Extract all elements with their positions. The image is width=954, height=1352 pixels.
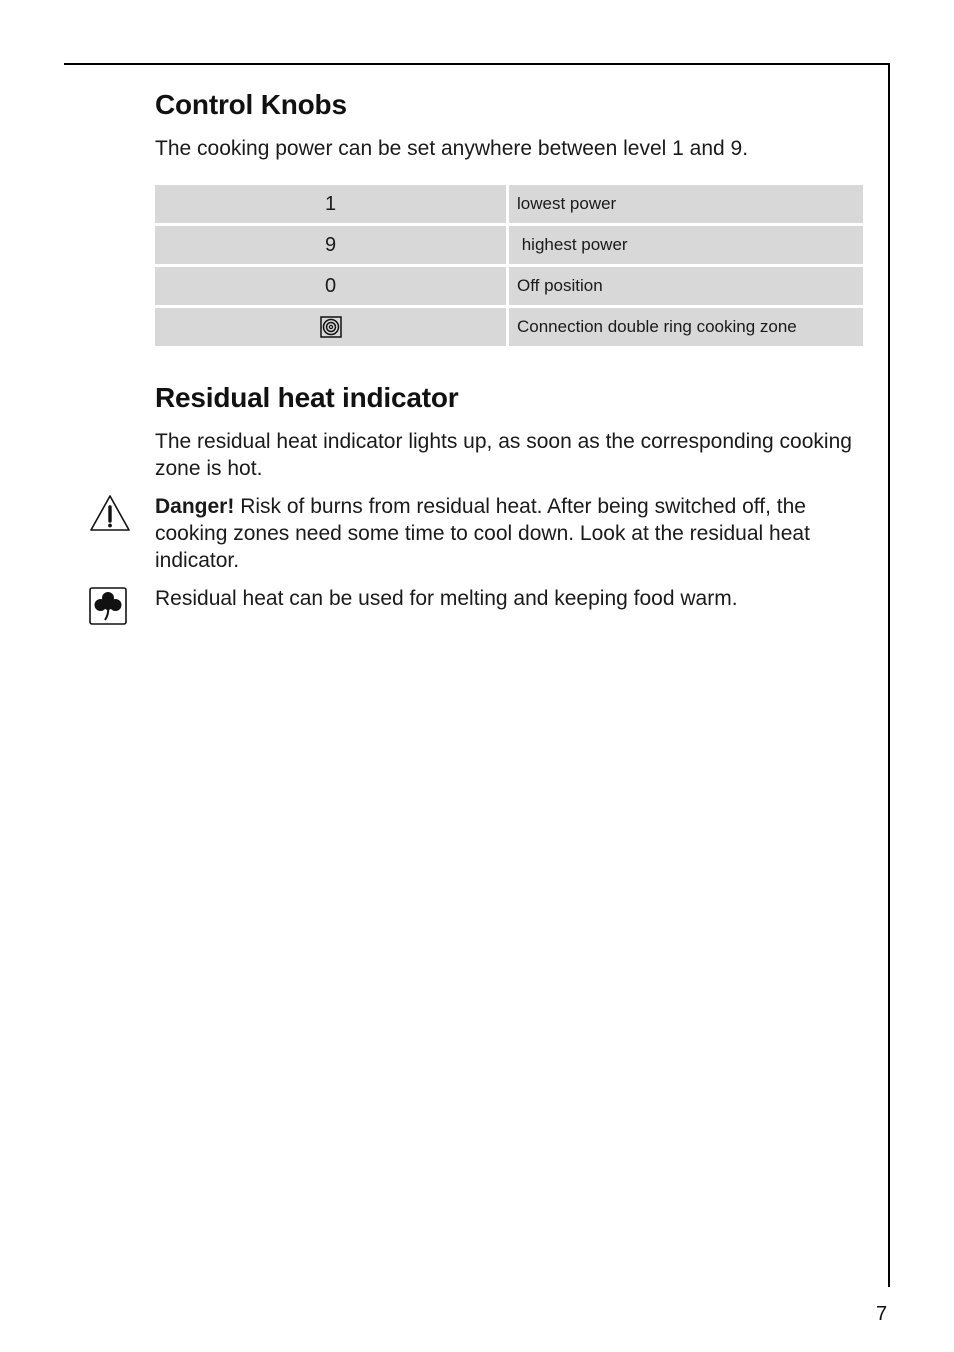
top-rule [64,63,890,65]
section-heading-residual-heat: Residual heat indicator [155,382,459,413]
residual-heat-intro: The residual heat indicator lights up, as soon as the corresponding cooking zone is hot. [155,430,852,480]
description-cell: lowest power [509,185,863,226]
warning-triangle-icon [89,494,131,532]
level-cell: 0 [155,267,509,308]
danger-text: Risk of burns from residual heat. After being switched off, the cooking zones need some time to cool down. Look at the residual heat indicator. [155,495,810,572]
danger-label: Danger! [155,495,235,518]
right-rule [888,63,890,1287]
knob-settings-table [155,185,863,349]
section-heading-control-knobs: Control Knobs [155,89,347,120]
table-row [155,185,863,226]
level-cell [155,308,509,349]
cloverleaf-icon [89,587,127,625]
danger-note [155,493,863,574]
description-cell: Off position [509,267,863,308]
table-row [155,267,863,308]
level-cell: 1 [155,185,509,226]
page-number: 7 [876,1303,888,1325]
tip-note: Residual heat can be used for melting and keeping food warm. [155,587,738,610]
level-cell: 9 [155,226,509,267]
table-row [155,308,863,349]
double-ring-icon [320,316,342,338]
control-knobs-intro: The cooking power can be set anywhere between level 1 and 9. [155,137,749,160]
description-cell: highest power [509,226,863,267]
description-cell: Connection double ring cooking zone [509,308,863,349]
table-row [155,226,863,267]
